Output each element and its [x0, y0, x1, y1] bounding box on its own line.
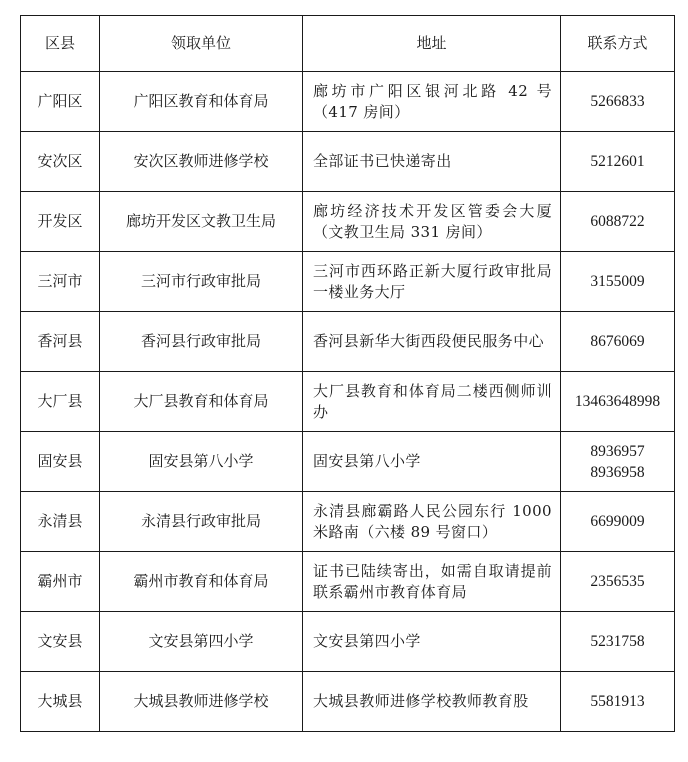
contact-cell — [561, 432, 675, 492]
address-cell: 全部证书已快递寄出 — [303, 132, 561, 192]
phone-number: 13463648998 — [574, 393, 661, 410]
unit-cell: 广阳区教育和体育局 — [100, 72, 303, 132]
phone-number: 5231758 — [590, 633, 645, 650]
unit-cell: 大厂县教育和体育局 — [100, 372, 303, 432]
phone-number: 5581913 — [590, 693, 645, 710]
unit-cell: 三河市行政审批局 — [100, 252, 303, 312]
address-cell: 大厂县教育和体育局二楼西侧师训办 — [303, 372, 561, 432]
contact-cell — [561, 312, 675, 372]
table-row — [21, 672, 675, 732]
unit-cell: 固安县第八小学 — [100, 432, 303, 492]
address-cell: 文安县第四小学 — [303, 612, 561, 672]
district-cell: 开发区 — [21, 192, 100, 252]
phone-number: 8936958 — [590, 463, 645, 481]
table-row — [21, 372, 675, 432]
table-row — [21, 72, 675, 132]
contact-cell — [561, 492, 675, 552]
unit-cell: 安次区教师进修学校 — [100, 132, 303, 192]
table-row — [21, 132, 675, 192]
address-cell: 永清县廊霸路人民公园东行 1000 米路南（六楼 89 号窗口） — [303, 492, 561, 552]
table-body — [21, 72, 675, 732]
unit-cell: 廊坊开发区文教卫生局 — [100, 192, 303, 252]
district-cell: 三河市 — [21, 252, 100, 312]
unit-cell: 香河县行政审批局 — [100, 312, 303, 372]
contact-cell — [561, 72, 675, 132]
address-cell: 廊坊经济技术开发区管委会大厦（文教卫生局 331 房间） — [303, 192, 561, 252]
phone-number: 8676069 — [590, 333, 645, 350]
table-row — [21, 492, 675, 552]
address-cell: 香河县新华大街西段便民服务中心 — [303, 312, 561, 372]
district-cell: 永清县 — [21, 492, 100, 552]
header-district: 区县 — [21, 16, 100, 72]
table-row — [21, 192, 675, 252]
district-cell: 固安县 — [21, 432, 100, 492]
phone-number: 5212601 — [590, 153, 645, 170]
table-header-row — [21, 16, 675, 72]
table-row — [21, 552, 675, 612]
table-row — [21, 612, 675, 672]
district-cell: 大厂县 — [21, 372, 100, 432]
district-cell: 安次区 — [21, 132, 100, 192]
address-cell: 证书已陆续寄出，如需自取请提前联系霸州市教育体育局 — [303, 552, 561, 612]
unit-cell: 大城县教师进修学校 — [100, 672, 303, 732]
phone-number: 5266833 — [590, 93, 645, 110]
contact-cell — [561, 132, 675, 192]
unit-cell: 文安县第四小学 — [100, 612, 303, 672]
table-row — [21, 432, 675, 492]
address-cell: 三河市西环路正新大厦行政审批局一楼业务大厅 — [303, 252, 561, 312]
district-cell: 广阳区 — [21, 72, 100, 132]
district-cell: 文安县 — [21, 612, 100, 672]
unit-cell: 永清县行政审批局 — [100, 492, 303, 552]
header-contact: 联系方式 — [561, 16, 675, 72]
contact-cell — [561, 552, 675, 612]
address-cell: 大城县教师进修学校教师教育股 — [303, 672, 561, 732]
phone-number: 6699009 — [590, 513, 645, 530]
phone-number: 8936957 — [590, 442, 645, 460]
district-cell: 香河县 — [21, 312, 100, 372]
contact-cell — [561, 612, 675, 672]
contact-cell — [561, 252, 675, 312]
contact-cell — [561, 672, 675, 732]
certificate-pickup-table — [20, 15, 675, 732]
header-address: 地址 — [303, 16, 561, 72]
unit-cell: 霸州市教育和体育局 — [100, 552, 303, 612]
contact-cell — [561, 192, 675, 252]
address-cell: 廊坊市广阳区银河北路 42 号（417 房间） — [303, 72, 561, 132]
table-row — [21, 312, 675, 372]
table-row — [21, 252, 675, 312]
district-cell: 大城县 — [21, 672, 100, 732]
phone-number: 6088722 — [590, 213, 645, 230]
phone-number: 2356535 — [590, 573, 645, 590]
phone-number: 3155009 — [590, 273, 645, 290]
address-cell: 固安县第八小学 — [303, 432, 561, 492]
district-cell: 霸州市 — [21, 552, 100, 612]
contact-cell — [561, 372, 675, 432]
header-unit: 领取单位 — [100, 16, 303, 72]
